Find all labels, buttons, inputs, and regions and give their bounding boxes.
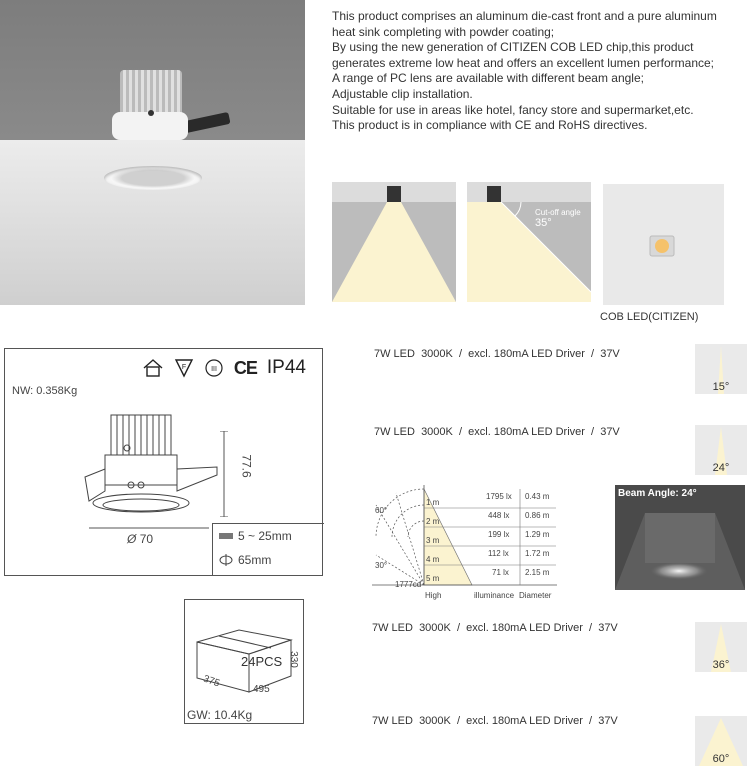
diameter-dimension-line (89, 525, 209, 531)
diameter-number: 70 (139, 532, 154, 546)
diameter-cell: 0.43 m (525, 492, 550, 501)
cob-label: COB LED(CITIZEN) (600, 311, 699, 323)
beam-cone-icon (332, 182, 456, 302)
distance-cell: 4 m (426, 555, 440, 564)
screw (148, 110, 154, 116)
beam-angle-title: Beam Angle: 24° (618, 488, 697, 499)
illuminance-cell: 1795 lx (486, 492, 512, 501)
downlight-ring (104, 166, 202, 190)
fixture-body (112, 112, 188, 140)
diameter-cell: 0.86 m (525, 511, 550, 520)
beam-thumbnail (695, 716, 747, 766)
distance-cell: 1 m (426, 498, 440, 507)
ceiling-thickness-icon (219, 531, 233, 541)
variant-spec: 7W LED 3000K / excl. 180mA LED Driver / 37V (374, 426, 620, 438)
header-diameter: Diameter (519, 591, 552, 600)
carton-length: 375 (201, 673, 222, 690)
beam-angle-label: 24° (712, 462, 730, 474)
variant-spec: 7W LED 3000K / excl. 180mA LED Driver / 37V (374, 348, 620, 360)
beam-thumbnail (695, 622, 747, 672)
indoor-use-icon (142, 358, 164, 378)
angle-mark: 30° (375, 561, 388, 570)
diameter-cell: 1.29 m (525, 530, 550, 539)
illuminance-cell: 112 lx (488, 549, 509, 558)
distance-cell: 3 m (426, 536, 440, 545)
cutout-row (219, 553, 271, 567)
beam-illustration (332, 182, 456, 302)
product-description (332, 9, 742, 134)
room-render (615, 485, 745, 590)
cutoff-angle: 35° (535, 217, 552, 229)
carton-info (184, 599, 304, 724)
ceiling-thickness: 5 ~ 25mm (238, 529, 292, 543)
cutout-size: 65mm (238, 553, 272, 567)
spec-drawing (4, 348, 323, 576)
illuminance-cell: 199 lx (488, 530, 510, 539)
description-line: A range of PC lens are available with different beam angle; (332, 71, 644, 86)
fixture-line-drawing (75, 409, 225, 519)
carton-height: 330 (287, 651, 299, 668)
distance-cell: 5 m (426, 574, 440, 583)
description-line: This product comprises an aluminum die-cast front and a pure aluminum heat sink completing with powder coating; (332, 9, 717, 39)
diameter-value (127, 532, 153, 546)
installation-dimensions (212, 523, 324, 575)
beam-thumbnail (695, 344, 747, 394)
ip-rating: IP44 (266, 357, 306, 378)
certification-icons (142, 357, 306, 379)
class-ii-icon (204, 358, 224, 378)
carton-width: 495 (253, 684, 270, 695)
cutoff-illustration (467, 182, 591, 302)
ceiling-surface (0, 140, 305, 305)
description-line: This product is in compliance with CE and RoHS directives. (332, 118, 648, 133)
variant-spec: 7W LED 3000K / excl. 180mA LED Driver / 37V (372, 715, 618, 727)
cutoff-label: Cut-off angle (535, 208, 581, 217)
illuminance-cell: 71 lx (492, 568, 509, 577)
header-high: High (425, 591, 442, 600)
cob-led-photo (603, 184, 724, 305)
svg-text:III: III (210, 366, 217, 373)
description-line: By using the new generation of CITIZEN COB LED chip,this product generates extreme low heat and offers an excellent lumen performance; (332, 40, 714, 70)
height-dimension-line (219, 431, 229, 517)
cutout-icon (219, 554, 233, 566)
description-line: Suitable for use in areas like hotel, fancy store and supermarket,etc. (332, 102, 694, 117)
heat-sink (120, 70, 182, 115)
height-value: 77.6 (239, 454, 254, 478)
diameter-cell: 2.15 m (525, 568, 550, 577)
beam-angle-render (615, 485, 745, 590)
diameter-cell: 1.72 m (525, 549, 550, 558)
f-mark-icon (174, 358, 194, 378)
angle-mark: 60° (375, 506, 388, 515)
beam-angle-label: 60° (712, 753, 730, 765)
ceiling-thickness-row (219, 529, 292, 543)
net-weight: NW: 0.358Kg (12, 385, 78, 397)
ce-mark: CE (233, 357, 257, 378)
svg-text:F: F (181, 364, 187, 371)
beam-thumbnail (695, 425, 747, 475)
header-illuminance: illuminance (474, 591, 515, 600)
beam-angle-label: 36° (712, 659, 730, 671)
diameter-symbol: Ø (127, 532, 137, 546)
carton-pcs: 24PCS (241, 654, 283, 669)
illuminance-table (424, 489, 556, 585)
product-photo (0, 0, 305, 305)
illuminance-cell: 448 lx (488, 511, 510, 520)
peak-intensity: 1777cd (395, 580, 422, 589)
variant-spec: 7W LED 3000K / excl. 180mA LED Driver / 37V (372, 622, 618, 634)
description-line: Adjustable clip installation. (332, 86, 473, 101)
cob-chip-icon (603, 184, 724, 305)
distance-cell: 2 m (426, 517, 440, 526)
cutoff-angle-icon (467, 182, 591, 302)
gross-weight: GW: 10.4Kg (187, 708, 253, 722)
beam-angle-label: 15° (712, 381, 730, 393)
